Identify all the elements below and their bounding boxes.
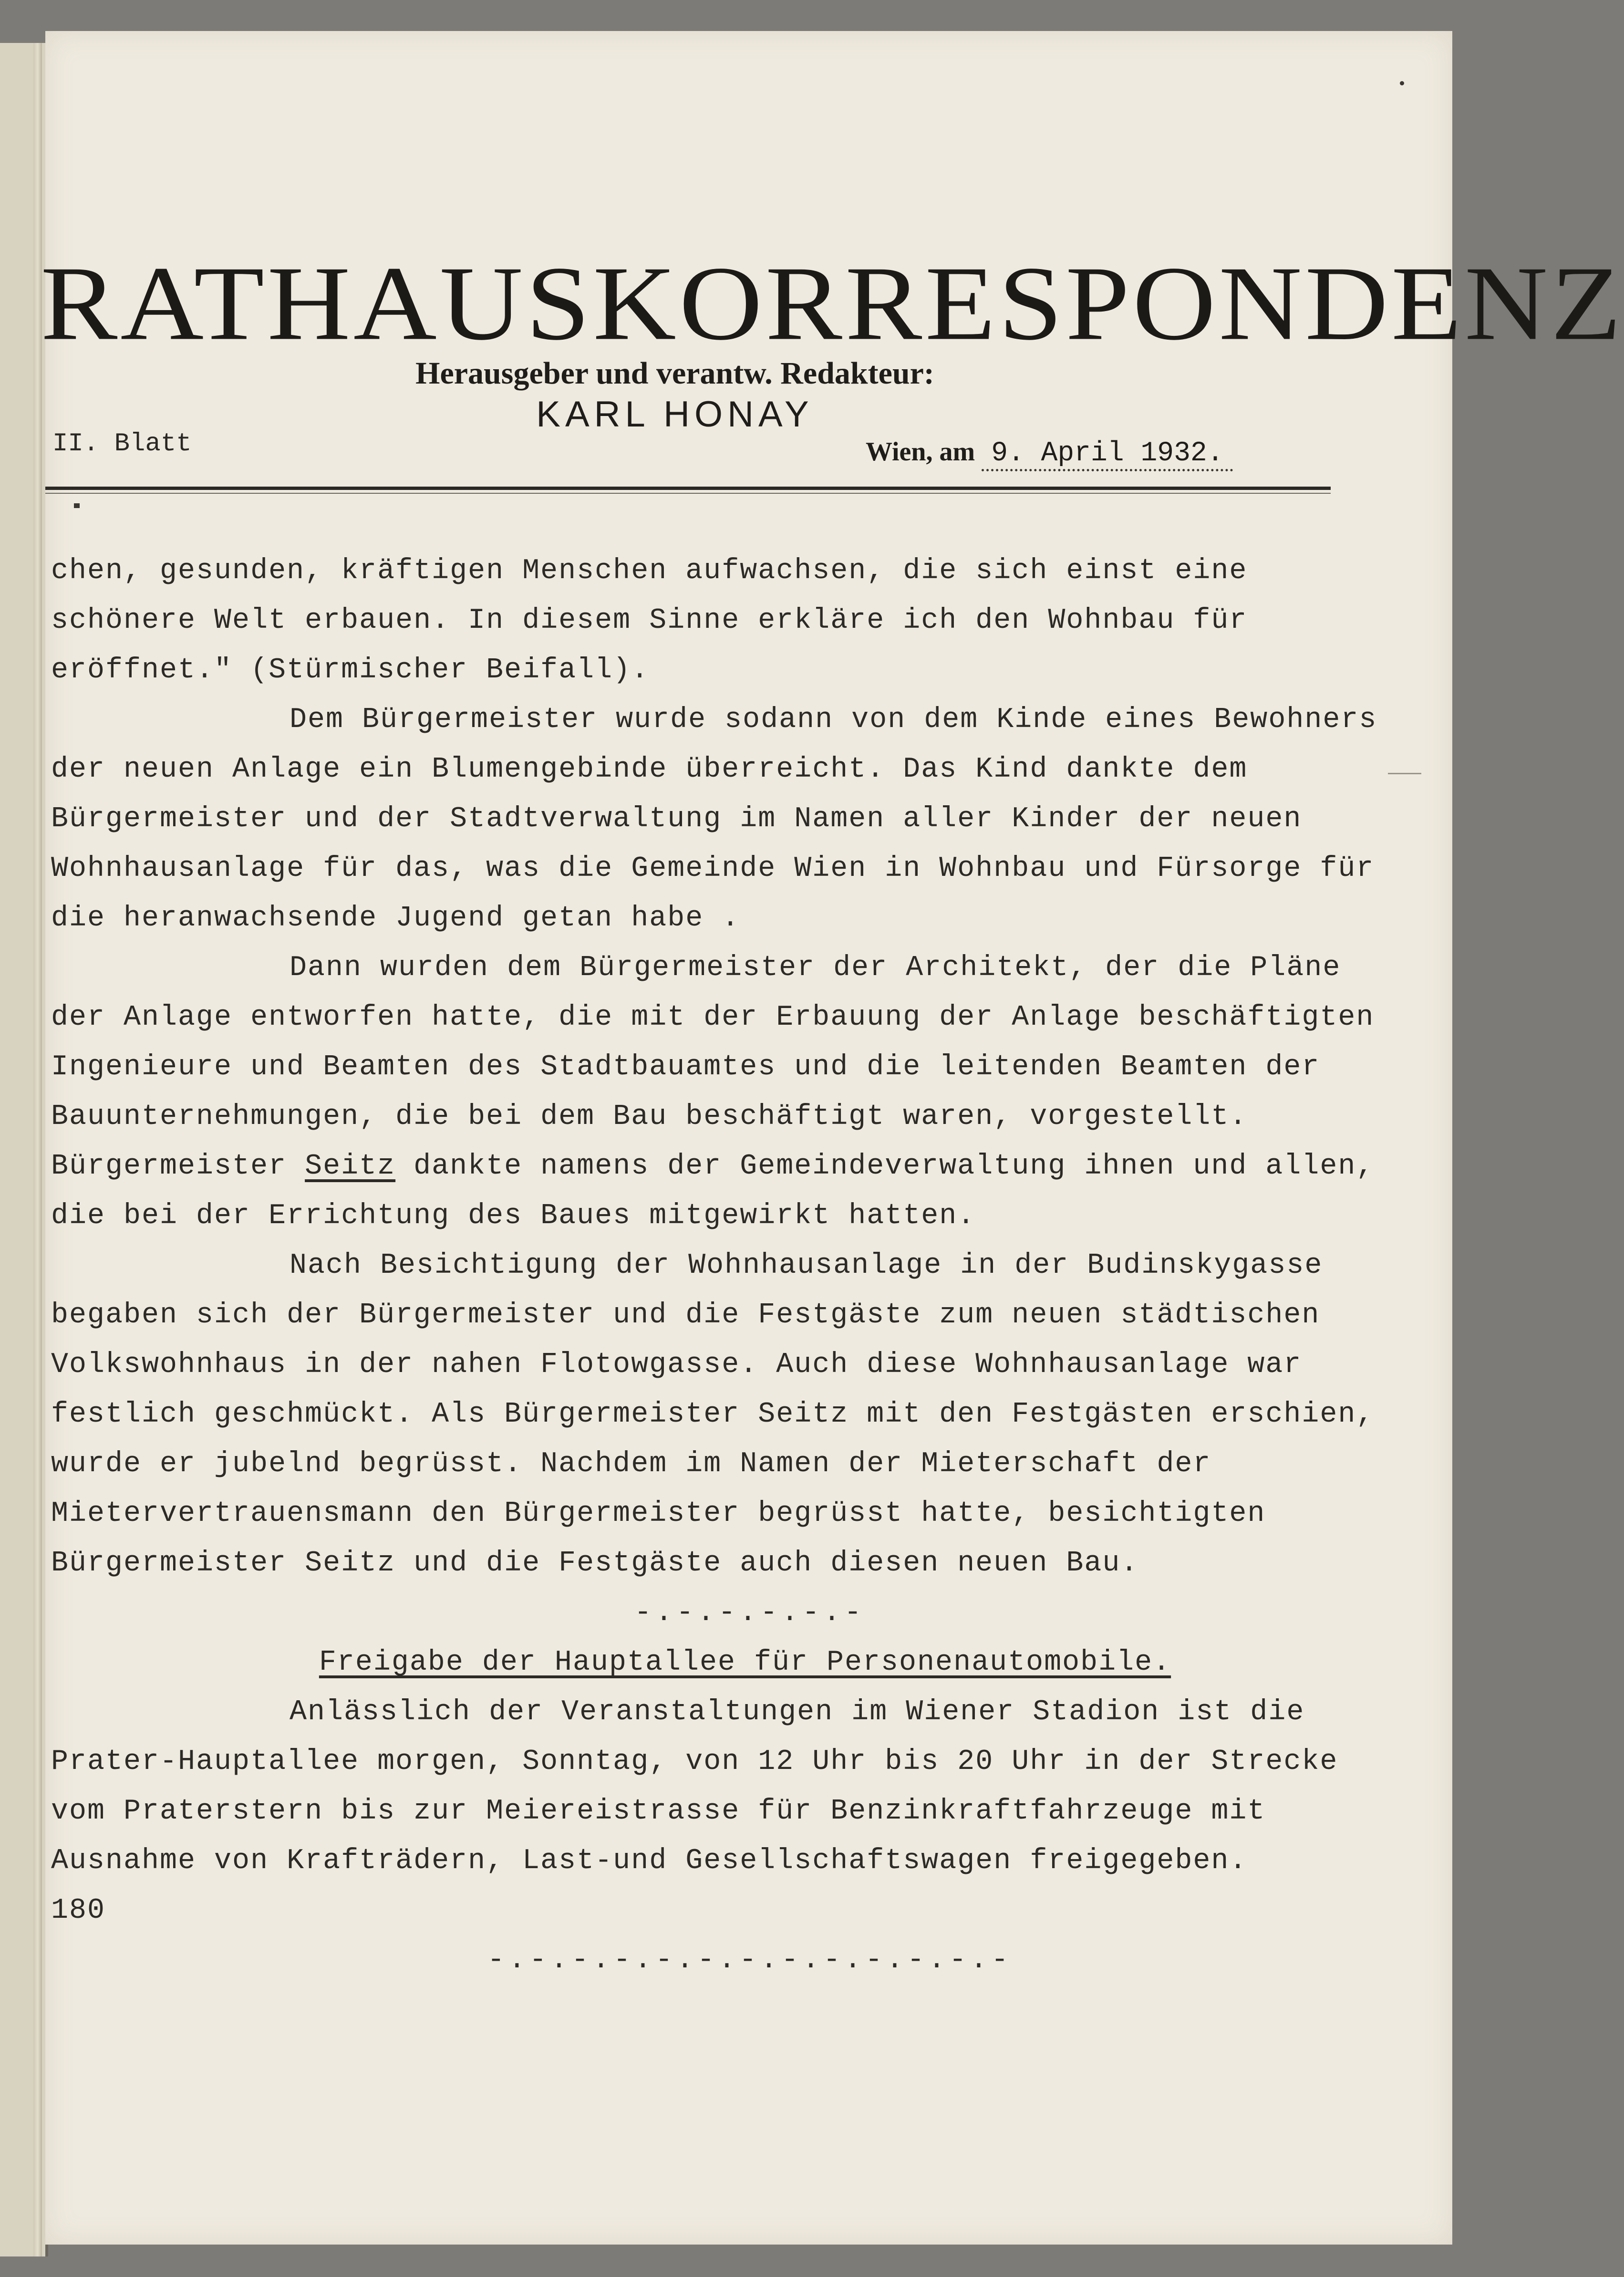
paragraph-2: Dem Bürgermeister wurde sodann von dem Kinde eines Bewohners der neuen Anlage ein Blumengebinde überreicht. Das Kind dankte dem Bürgermeister und der Stadtverwaltung im Namen aller Kinder der neuen Wohnhausanlage für das, was die Gemeinde Wien in Wohnbau und Fürsorge für die heranwachsende Jugend getan habe . [51,704,1377,935]
publisher-line: Herausgeber und verantw. Redakteur: [415,356,934,391]
ink-speck [1400,81,1404,85]
margin-pencil-mark [1388,773,1421,774]
document-page [41,31,1624,2245]
page-fold-shadow [33,43,42,2256]
section-heading-text: Freigabe der Hauptallee für Personenautomobile. [319,1646,1171,1679]
mayor-name: Seitz [305,1150,396,1183]
margin-mark [74,503,80,508]
paragraph-3-after: dankte namens der Gemeindeverwaltung ihnen und allen, die bei der Errichtung des Baues mitgewirkt hatten. [51,1150,1375,1232]
dateline-date: 9. April 1932. [982,438,1233,471]
masthead-title: RATHAUSKORRESPONDENZ [41,244,1624,363]
section-heading [51,1638,1382,1687]
sheet-number: II. Blatt [52,429,192,458]
paragraph-1: chen, gesunden, kräftigen Menschen aufwachsen, die sich einst eine schönere Welt erbauen. In diesem Sinne erkläre ich den Wohnbau für eröffnet." (Stürmischer Beifall). [51,555,1248,686]
paragraph-3 [51,943,1382,1241]
header-rule-thin [45,493,1331,494]
dateline-prefix: Wien, am [866,437,975,467]
end-divider: -.-.-.-.-.-.-.-.-.-.-.-.- [487,1944,1013,1976]
editor-name: KARL HONAY [536,394,814,435]
dateline [866,437,1371,471]
paragraph-3-before: Dann wurden dem Bürgermeister der Architekt, der die Pläne der Anlage entworfen hatte, die mit der Erbauung der Anlage beschäftigten Ingenieure und Beamten des Stadtbauamtes und die leitenden Beamten der Bauunternehmungen, die bei dem Bau beschäftigt waren, vorgestellt. Bürgermeister [51,952,1375,1183]
paragraph-5: Anlässlich der Veranstaltungen im Wiener Stadion ist die Prater-Hauptallee morgen, Sonntag, von 12 Uhr bis 20 Uhr in der Strecke vom Praterstern bis zur Meiereistrasse für Benzinkraftfahrzeuge mit Ausnahme von Krafträdern, Last-und Gesellschaftswagen freigegeben. [51,1696,1338,1877]
paragraph-4: Nach Besichtigung der Wohnhausanlage in der Budinskygasse begaben sich der Bürgermeister und die Festgäste zum neuen städtischen Volkswohnhaus in der nahen Flotowgasse. Auch diese Wohnhausanlage war festlich geschmückt. Als Bürgermeister Seitz mit den Festgästen erschien, wurde er jubelnd begrüsst. Nachdem im Namen der Mieterschaft der Mietervertrauensmann den Bürgermeister begrüsst hatte, besichtigten Bürgermeister Seitz und die Festgäste auch diesen neuen Bau. [51,1249,1375,1580]
article-body [51,546,1382,1985]
section-divider: -.-.-.-.-.- [634,1597,866,1629]
page-code: 180 [51,1894,106,1927]
header-rule [45,487,1331,490]
